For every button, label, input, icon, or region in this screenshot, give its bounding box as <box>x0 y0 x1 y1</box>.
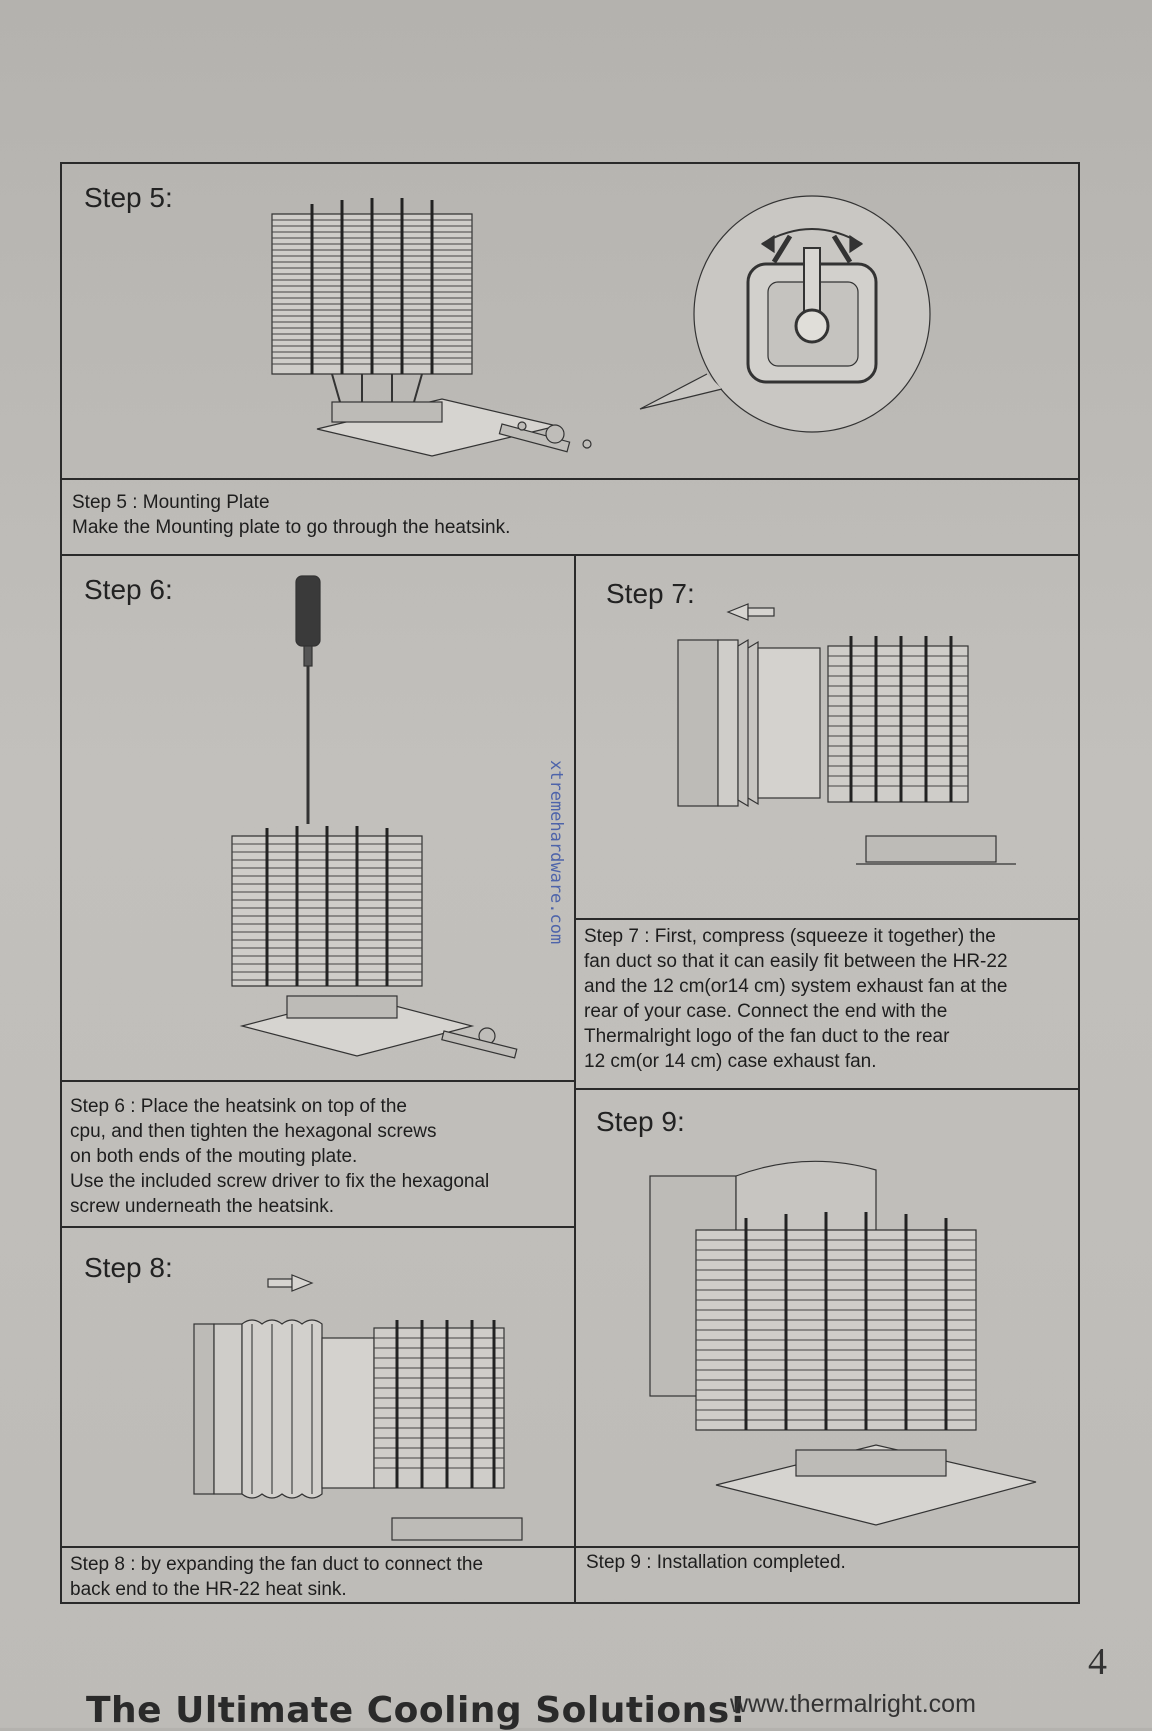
step8-caption-panel <box>62 1548 576 1604</box>
step7-fan-duct-drawing <box>576 556 1078 920</box>
step9-caption-line: Step 9 : Installation completed. <box>586 1552 846 1573</box>
step6-caption-panel <box>62 1082 576 1228</box>
footer-url: www.thermalright.com <box>730 1690 976 1718</box>
step7-caption-line: fan duct so that it can easily fit between the HR-22 <box>584 951 1008 972</box>
step8-fan-duct-drawing <box>62 1228 576 1548</box>
step6-title: Step 6: <box>84 574 173 605</box>
step5-heatsink-drawing <box>62 164 1078 480</box>
page-number: 4 <box>1088 1641 1107 1683</box>
step7-caption <box>584 924 1008 1074</box>
step9-title: Step 9: <box>596 1106 685 1137</box>
step7-illustration-panel <box>576 556 1078 920</box>
step9-caption <box>586 1550 846 1575</box>
step6-caption-line: Step 6 : Place the heatsink on top of the <box>70 1096 407 1117</box>
step7-caption-line: Step 7 : First, compress (squeeze it together) the <box>584 926 996 947</box>
step8-caption-line: Step 8 : by expanding the fan duct to connect the <box>70 1554 484 1575</box>
step6-caption <box>70 1094 489 1219</box>
step9-caption-panel <box>576 1548 1078 1604</box>
step8-illustration-panel <box>62 1228 576 1548</box>
footer-slogan: The Ultimate Cooling Solutions! <box>86 1690 747 1731</box>
step6-caption-line: Use the included screw driver to fix the hexagonal <box>70 1171 490 1192</box>
step8-caption-line: back end to the HR-22 heat sink. <box>70 1579 347 1600</box>
step7-caption-panel <box>576 920 1078 1090</box>
step6-heatsink-drawing <box>62 556 576 1082</box>
step5-caption <box>72 490 510 540</box>
step5-caption-line: Make the Mounting plate to go through the heatsink. <box>72 517 511 538</box>
step5-title: Step 5: <box>84 182 173 213</box>
step7-caption-line: Thermalright logo of the fan duct to the rear <box>584 1026 950 1047</box>
step8-caption <box>70 1552 483 1602</box>
step6-caption-line: cpu, and then tighten the hexagonal screws <box>70 1121 437 1142</box>
step7-caption-line: 12 cm(or 14 cm) case exhaust fan. <box>584 1051 877 1072</box>
step6-caption-line: screw underneath the heatsink. <box>70 1196 335 1217</box>
instruction-grid <box>60 162 1080 1604</box>
step7-caption-line: and the 12 cm(or14 cm) system exhaust fan at the <box>584 976 1008 997</box>
step7-caption-line: rear of your case. Connect the end with the <box>584 1001 948 1022</box>
step5-caption-line: Step 5 : Mounting Plate <box>72 492 270 513</box>
step9-illustration-panel <box>576 1090 1078 1548</box>
watermark-text: xtremehardware.com <box>546 760 566 945</box>
step5-illustration-panel <box>62 164 1078 480</box>
step9-completed-drawing <box>576 1090 1078 1548</box>
step8-title: Step 8: <box>84 1252 173 1283</box>
step7-title: Step 7: <box>606 578 695 609</box>
step5-caption-panel <box>62 480 1078 556</box>
step6-illustration-panel <box>62 556 576 1082</box>
step6-caption-line: on both ends of the mouting plate. <box>70 1146 358 1167</box>
